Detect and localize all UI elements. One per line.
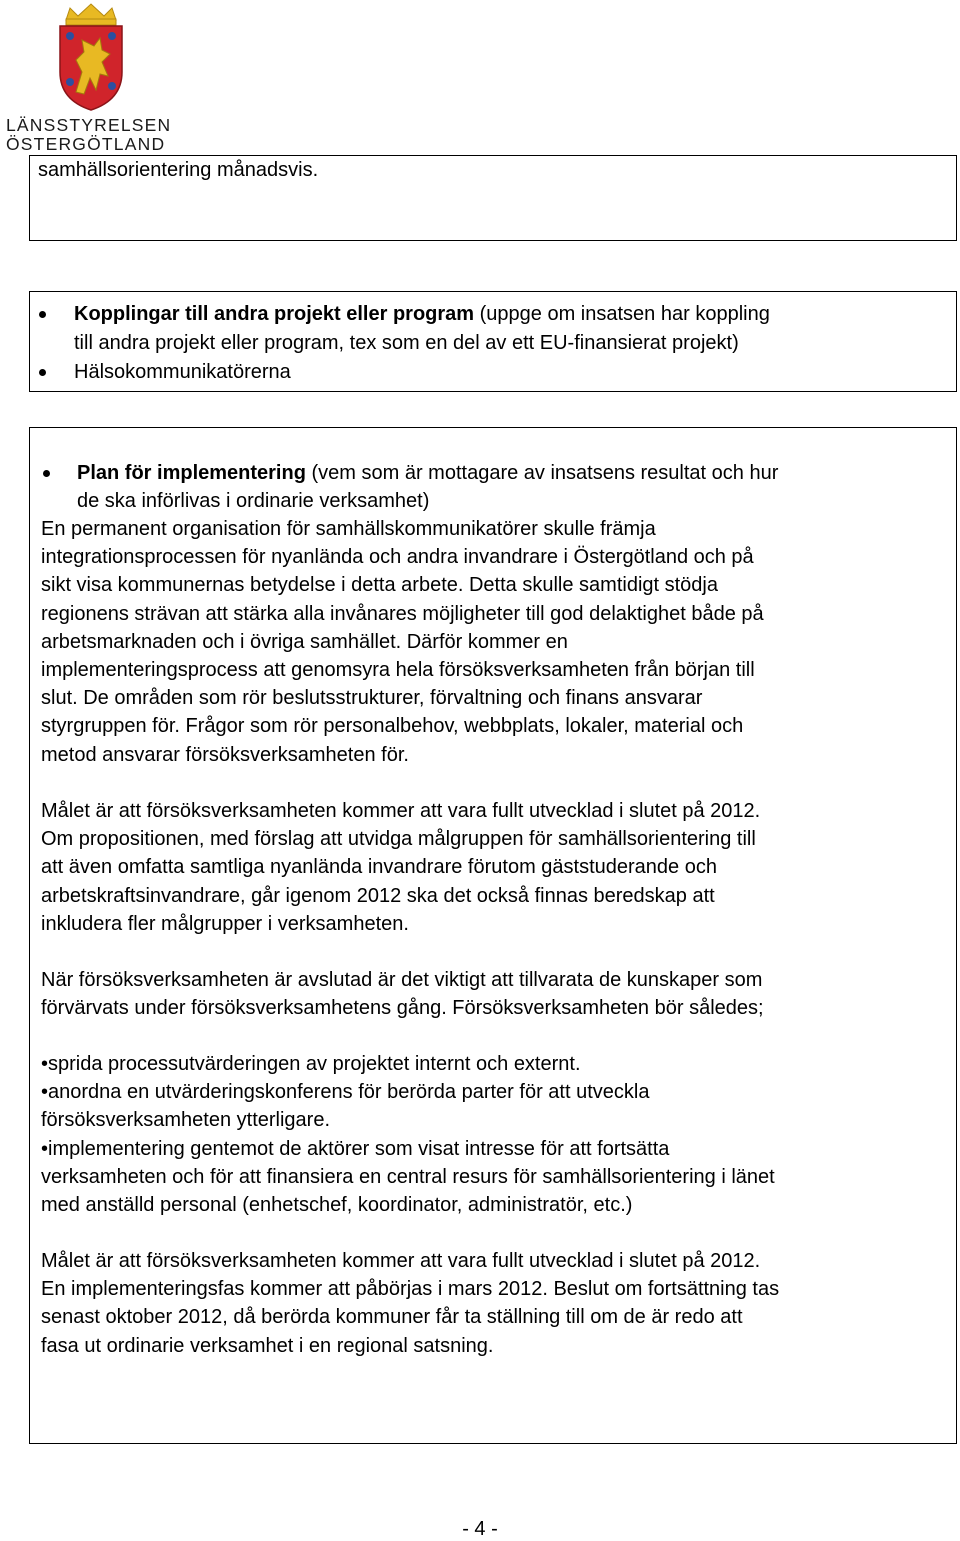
links-line3: Hälsokommunikatörerna xyxy=(74,361,291,383)
box1-text: samhällsorientering månadsvis. xyxy=(38,159,319,181)
section-box-links xyxy=(29,291,957,392)
paragraph-line: verksamheten och för att finansiera en central resurs för samhällsorientering i länet xyxy=(41,1165,775,1188)
paragraph-line: Målet är att försöksverksamheten kommer att vara fullt utvecklad i slutet på 2012. xyxy=(41,1250,761,1272)
paragraph-1 xyxy=(41,515,764,769)
implementation-heading-line2: de ska införlivas i ordinarie verksamhet) xyxy=(77,490,430,512)
paragraph-line: regionens strävan att stärka alla invånares möjligheter till god delaktighet både på xyxy=(41,602,764,625)
paragraph-line: med anställd personal (enhetschef, koordinator, administratör, etc.) xyxy=(41,1194,633,1217)
paragraph-4 xyxy=(41,1050,775,1219)
paragraph-3 xyxy=(41,966,764,1022)
paragraph-line: sikt visa kommunernas betydelse i detta arbete. Detta skulle samtidigt stödja xyxy=(41,574,718,597)
bullet-icon xyxy=(43,470,50,477)
paragraph-line: metod ansvarar försöksverksamheten för. xyxy=(41,743,409,766)
coat-of-arms-icon xyxy=(52,2,130,112)
lansstyrelsen-logo xyxy=(4,2,172,154)
section-box-top xyxy=(29,155,957,241)
paragraph-line: senast oktober 2012, då berörda kommuner får ta ställning till om de är redo att xyxy=(41,1306,743,1329)
paragraph-line: •implementering gentemot de aktörer som visat intresse för att fortsätta xyxy=(41,1137,670,1160)
links-heading: Kopplingar till andra projekt eller program xyxy=(74,303,475,325)
paragraph-line: fasa ut ordinarie verksamhet i en regional satsning. xyxy=(41,1334,494,1357)
paragraph-line: Målet är att försöksverksamheten kommer att vara fullt utvecklad i slutet på 2012. xyxy=(41,800,761,822)
paragraph-line: inkludera fler målgrupper i verksamheten. xyxy=(41,912,409,935)
page-number: - 4 - xyxy=(462,1518,498,1540)
paragraph-2 xyxy=(41,797,760,938)
implementation-heading xyxy=(77,459,778,487)
paragraph-line: arbetsmarknaden och i övriga samhället. Därför kommer en xyxy=(41,630,568,653)
links-line1 xyxy=(74,300,770,328)
paragraph-line: att även omfatta samtliga nyanlända invandrare förutom gäststuderande och xyxy=(41,856,717,879)
paragraph-line: •anordna en utvärderingskonferens för berörda parter för att utveckla xyxy=(41,1081,650,1104)
paragraph-line: försöksverksamheten ytterligare. xyxy=(41,1109,331,1132)
paragraph-line: implementeringsprocess att genomsyra hela försöksverksamheten från början till xyxy=(41,659,755,682)
paragraph-line: Om propositionen, med förslag att utvidga målgruppen för samhällsorientering till xyxy=(41,828,756,851)
paragraph-5 xyxy=(41,1247,779,1360)
implementation-heading-rest: (vem som är mottagare av insatsens resultat och hur xyxy=(305,462,779,484)
bullet-icon xyxy=(39,311,46,318)
paragraph-line: En permanent organisation för samhällskommunikatörer skulle främja xyxy=(41,518,656,540)
paragraph-line: slut. De områden som rör beslutsstrukturer, förvaltning och finans ansvarar xyxy=(41,687,703,710)
paragraph-line: förvärvats under försöksverksamhetens gång. Försöksverksamheten bör således; xyxy=(41,997,764,1020)
paragraph-line: styrgruppen för. Frågor som rör personalbehov, webbplats, lokaler, material och xyxy=(41,715,744,738)
logo-text-line1: LÄNSSTYRELSEN xyxy=(6,115,172,135)
paragraph-line: integrationsprocessen för nyanlända och andra invandrare i Östergötland och på xyxy=(41,546,754,569)
logo-text-line2: ÖSTERGÖTLAND xyxy=(6,134,166,154)
paragraph-line: arbetskraftsinvandrare, går igenom 2012 ska det också finnas beredskap att xyxy=(41,884,715,907)
section-box-implementation xyxy=(29,427,957,1444)
bullet-icon xyxy=(39,369,46,376)
paragraph-line: En implementeringsfas kommer att påbörjas i mars 2012. Beslut om fortsättning tas xyxy=(41,1278,780,1301)
paragraph-line: •sprida processutvärderingen av projektet internt och externt. xyxy=(41,1053,581,1075)
paragraph-line: När försöksverksamheten är avslutad är det viktigt att tillvarata de kunskaper som xyxy=(41,969,763,991)
links-heading-rest: (uppge om insatsen har koppling xyxy=(474,303,770,325)
links-line2: till andra projekt eller program, tex som en del av ett EU-finansierat projekt) xyxy=(74,332,739,354)
implementation-heading-bold: Plan för implementering xyxy=(77,462,306,484)
